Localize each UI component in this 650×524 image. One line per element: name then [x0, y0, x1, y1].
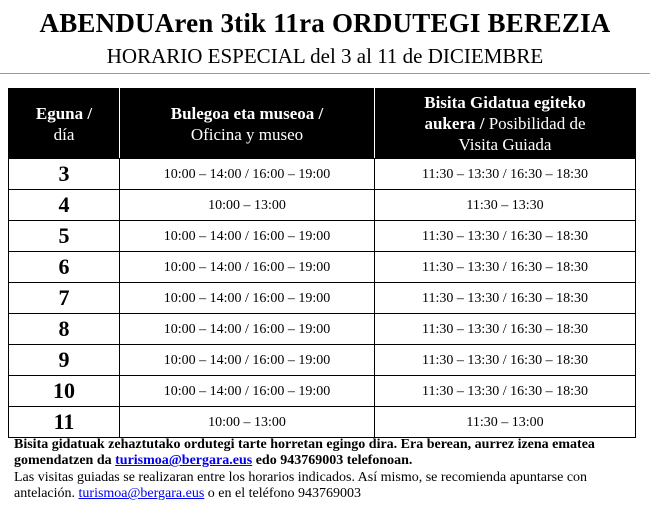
- table-row: [9, 314, 636, 345]
- office-hours-cell: 10:00 – 14:00 / 16:00 – 19:00: [120, 314, 375, 345]
- header-visit: [375, 89, 636, 159]
- footer-notes: [14, 437, 644, 503]
- header-day: [9, 89, 120, 159]
- office-hours-cell: 10:00 – 14:00 / 16:00 – 19:00: [120, 159, 375, 190]
- header-office: [120, 89, 375, 159]
- office-hours-cell: 10:00 – 14:00 / 16:00 – 19:00: [120, 345, 375, 376]
- table-row: [9, 252, 636, 283]
- office-hours-cell: 10:00 – 14:00 / 16:00 – 19:00: [120, 252, 375, 283]
- visit-hours-cell: 11:30 – 13:30 / 16:30 – 18:30: [375, 376, 636, 407]
- table-row: [9, 345, 636, 376]
- table-header-row: [9, 89, 636, 159]
- visit-hours-cell: 11:30 – 13:00: [375, 407, 636, 438]
- header-day-es: día: [53, 124, 75, 144]
- visit-hours-cell: 11:30 – 13:30 / 16:30 – 18:30: [375, 283, 636, 314]
- office-hours-cell: 10:00 – 14:00 / 16:00 – 19:00: [120, 221, 375, 252]
- office-hours-cell: 10:00 – 13:00: [120, 407, 375, 438]
- footer-spanish-note: [14, 470, 644, 503]
- title-divider: [0, 73, 650, 74]
- day-cell: 3: [9, 159, 120, 190]
- footer-spanish-text-1: Las visitas guiadas se realizaran entre los horarios indicados. Así mismo, se recomienda apuntarse con antelación.: [14, 469, 588, 502]
- email-link-spanish[interactable]: turismoa@bergara.eus: [78, 486, 205, 502]
- table-row: [9, 283, 636, 314]
- table-row: [9, 407, 636, 438]
- day-cell: 5: [9, 221, 120, 252]
- office-hours-cell: 10:00 – 14:00 / 16:00 – 19:00: [120, 283, 375, 314]
- header-day-eu: Eguna /: [35, 103, 93, 123]
- office-hours-cell: 10:00 – 13:00: [120, 190, 375, 221]
- day-cell: 11: [9, 407, 120, 438]
- schedule-table: [8, 88, 636, 438]
- table-row: [9, 159, 636, 190]
- visit-hours-cell: 11:30 – 13:30 / 16:30 – 18:30: [375, 314, 636, 345]
- table-row: [9, 221, 636, 252]
- page-title: ABENDUAren 3tik 11ra ORDUTEGI BEREZIA: [39, 8, 611, 38]
- footer-basque-note: [14, 437, 644, 470]
- office-hours-cell: 10:00 – 14:00 / 16:00 – 19:00: [120, 376, 375, 407]
- visit-hours-cell: 11:30 – 13:30 / 16:30 – 18:30: [375, 252, 636, 283]
- footer-basque-text-2: edo 943769003 telefonoan.: [252, 453, 413, 469]
- header-visit-eu-2: aukera /: [424, 114, 485, 133]
- day-cell: 7: [9, 283, 120, 314]
- footer-basque-text-1: Bisita gidatuak zehaztutako ordutegi tarte horretan egingo dira. Era berean, aurrez izena ematea gomendatzen da: [14, 437, 595, 469]
- day-cell: 4: [9, 190, 120, 221]
- header-office-eu: Bulegoa eta museoa /: [170, 103, 324, 123]
- footer-spanish-text-2: o en el teléfono 943769003: [204, 486, 361, 502]
- day-cell: 6: [9, 252, 120, 283]
- header-office-es: Oficina y museo: [190, 124, 304, 144]
- visit-hours-cell: 11:30 – 13:30: [375, 190, 636, 221]
- email-link-basque[interactable]: turismoa@bergara.eus: [115, 453, 253, 469]
- visit-hours-cell: 11:30 – 13:30 / 16:30 – 18:30: [375, 221, 636, 252]
- day-cell: 8: [9, 314, 120, 345]
- visit-hours-cell: 11:30 – 13:30 / 16:30 – 18:30: [375, 159, 636, 190]
- day-cell: 10: [9, 376, 120, 407]
- table-row: [9, 376, 636, 407]
- header-visit-es-1: Posibilidad de: [484, 114, 586, 133]
- table-row: [9, 190, 636, 221]
- visit-hours-cell: 11:30 – 13:30 / 16:30 – 18:30: [375, 345, 636, 376]
- header-visit-eu-1: Bisita Gidatua egiteko: [424, 93, 586, 112]
- day-cell: 9: [9, 345, 120, 376]
- header-visit-es-2: Visita Guiada: [458, 135, 552, 154]
- page-subtitle: HORARIO ESPECIAL del 3 al 11 de DICIEMBRE: [106, 44, 544, 68]
